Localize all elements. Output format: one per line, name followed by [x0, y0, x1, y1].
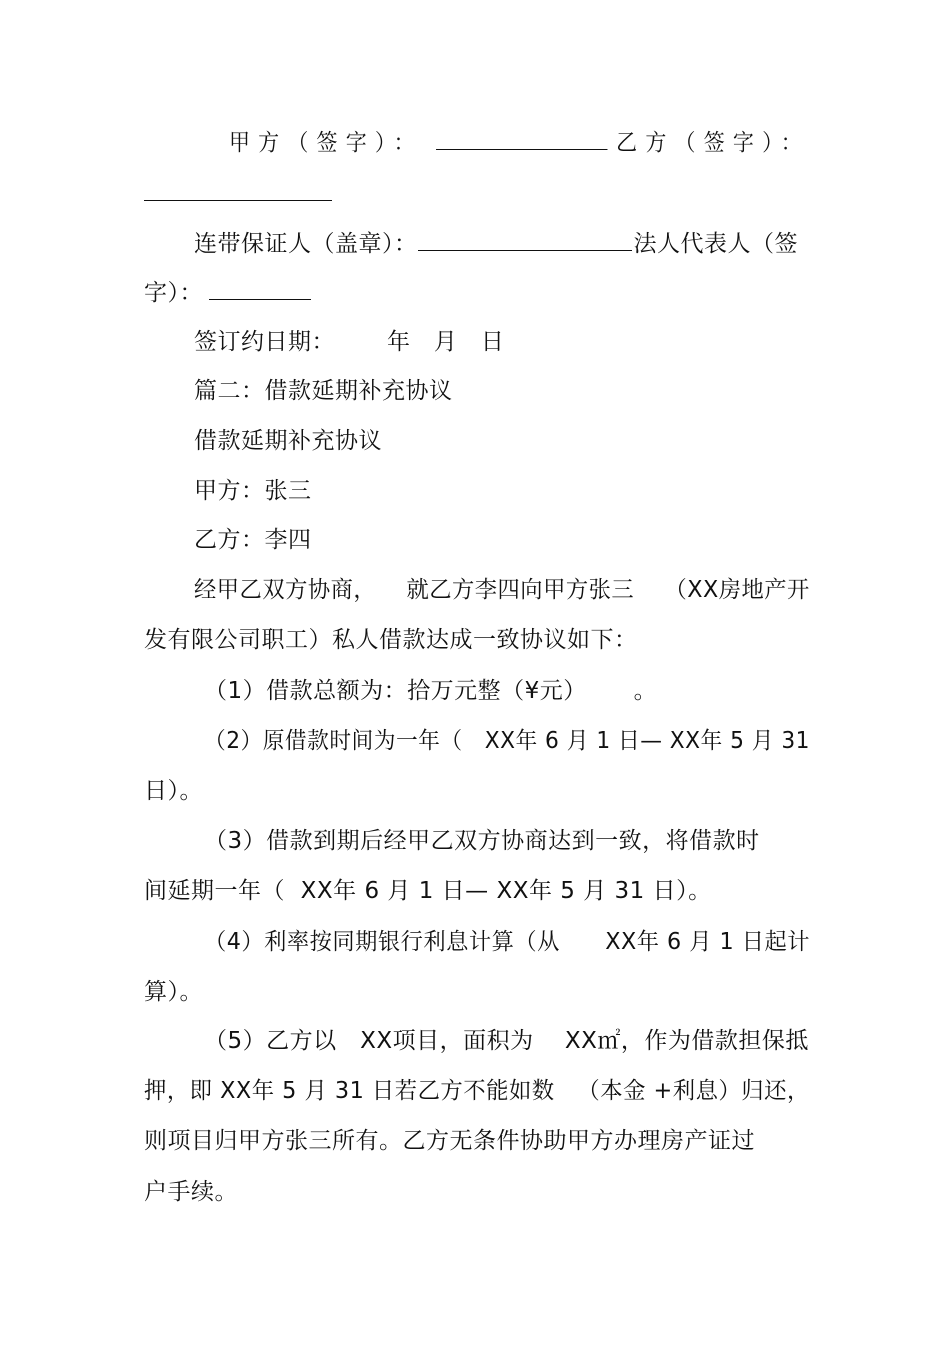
party-b-signature-line	[144, 178, 332, 209]
clause-2-line-2: 日）。	[144, 778, 203, 804]
legal-rep-signature-blank	[209, 277, 311, 300]
sign-date-units: 年 月 日	[387, 329, 505, 355]
guarantor-sign-label: 连带保证人（盖章）：	[194, 231, 418, 257]
clause-4-line-1: （4）利率按同期银行利息计算（从 XX年 6 月 1 日起计	[204, 929, 810, 955]
party-b-signature-blank	[144, 178, 332, 201]
party-a-signature-line	[229, 127, 810, 158]
section-heading: 篇二：借款延期补充协议	[194, 378, 453, 404]
clause-3-line-1: （3）借款到期后经甲乙双方协商达到一致，将借款时	[204, 828, 760, 854]
legal-rep-sign-label-2: 字）：	[144, 280, 203, 306]
clause-3-line-2: 间延期一年（ XX年 6 月 1 日— XX年 5 月 31 日）。	[144, 878, 712, 904]
clause-4-line-2: 算）。	[144, 979, 203, 1005]
party-b-line: 乙方：李四	[194, 527, 312, 553]
sign-date-label: 签订约日期：	[194, 329, 335, 355]
clause-5-line-4: 户手续。	[144, 1179, 238, 1205]
sign-date-line	[194, 327, 504, 357]
party-a-signature-blank	[436, 127, 607, 150]
intro-line-2: 发有限公司职工）私人借款达成一致协议如下：	[144, 627, 638, 653]
guarantor-signature-line	[194, 228, 798, 259]
party-b-sign-label: 乙方（签字）：	[616, 130, 810, 156]
intro-line-1: 经甲乙双方协商， 就乙方李四向甲方张三 （XX房地产开	[194, 577, 810, 603]
clause-2-line-1: （2）原借款时间为一年（ XX年 6 月 1 日— XX年 5 月 31	[204, 728, 810, 754]
guarantor-signature-blank	[418, 228, 632, 251]
clause-1-line-1: （1）借款总额为：拾万元整（¥元） 。	[204, 678, 658, 704]
party-a-sign-label: 甲方（签字）：	[229, 130, 423, 156]
clause-5-line-1: （5）乙方以 XX项目，面积为 XX㎡，作为借款担保抵	[204, 1028, 809, 1054]
party-a-line: 甲方：张三	[194, 478, 312, 504]
legal-rep-signature-line	[144, 277, 311, 308]
clause-5-line-2: 押，即 XX年 5 月 31 日若乙方不能如数 （本金 +利息）归还，	[144, 1078, 810, 1104]
legal-rep-sign-label-1: 法人代表人（签	[633, 231, 798, 257]
clause-5-line-3: 则项目归甲方张三所有。乙方无条件协助甲方办理房产证过	[144, 1128, 755, 1154]
section-title: 借款延期补充协议	[194, 428, 382, 454]
